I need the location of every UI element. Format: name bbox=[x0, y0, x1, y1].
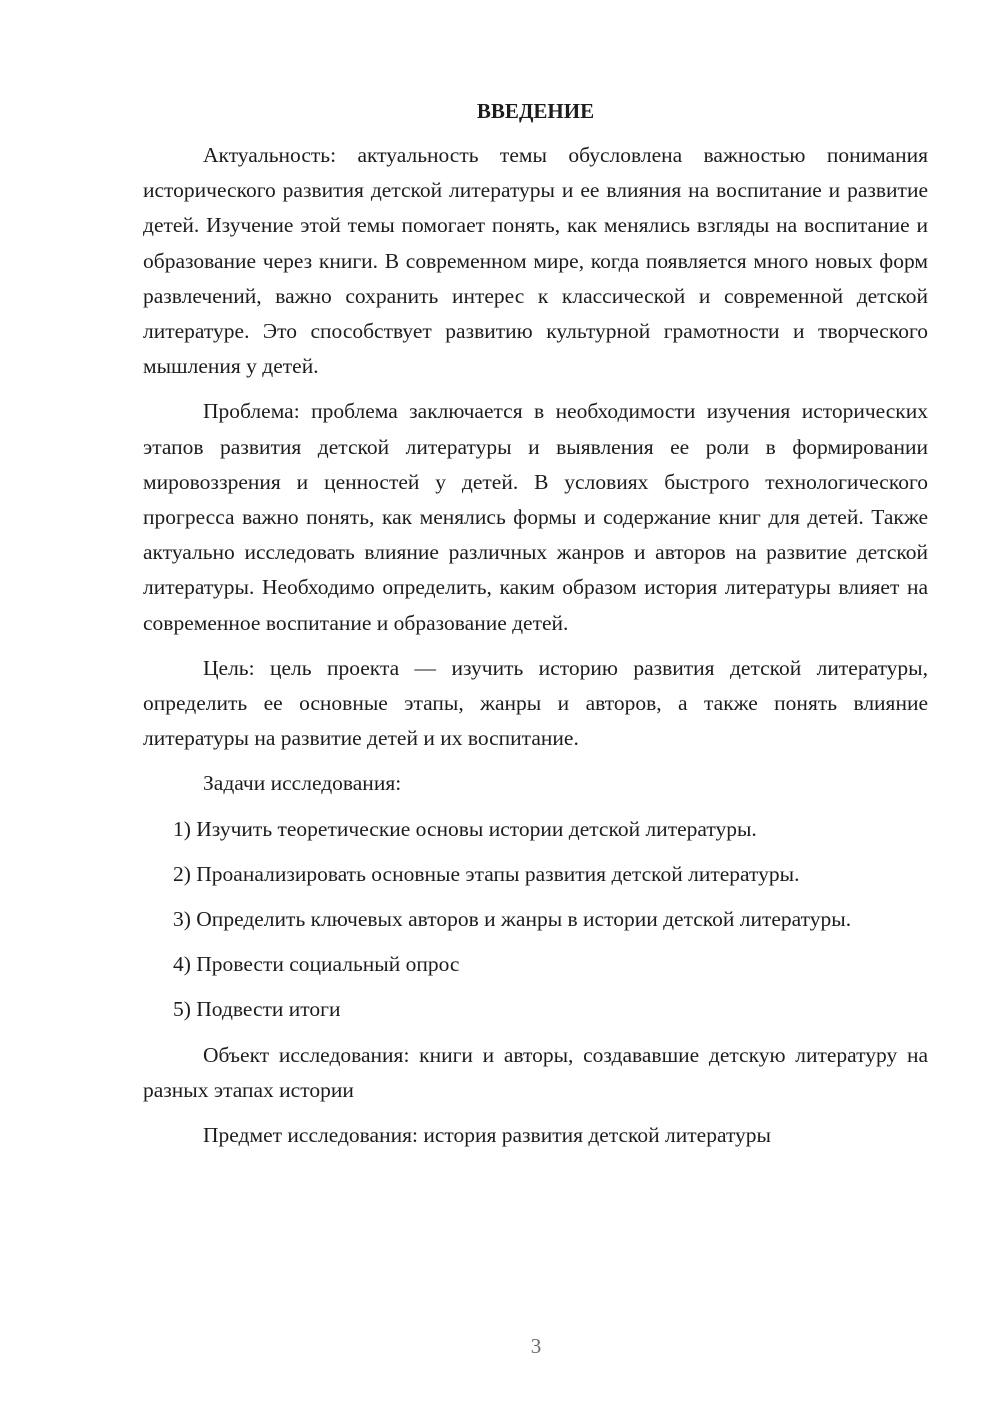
document-page bbox=[143, 96, 928, 1163]
tasks-heading: Задачи исследования: bbox=[203, 771, 402, 796]
problem-paragraph: Проблема: проблема заключается в необходимости изучения исторических этапов развития детской литературы и выявления ее роли в формировании мировоззрения и ценностей у детей. В условиях быстрого технологического прогресса важно понять, как менялись формы и содержание книг для детей. Также актуально исследовать влияние различных жанров и авторов на развитие детской литературы. Необходимо определить, каким образом история литературы влияет на современное воспитание и образование детей. bbox=[143, 399, 928, 635]
task-item-5: 5) Подвести итоги bbox=[173, 997, 341, 1022]
page-number: 3 bbox=[530, 1334, 542, 1358]
goal-paragraph: Цель: цель проекта — изучить историю развития детской литературы, определить ее основные этапы, жанры и авторов, а также понять влияние литературы на развитие детей и их воспитание. bbox=[143, 655, 928, 751]
subject-paragraph: Предмет исследования: история развития детской литературы bbox=[203, 1123, 771, 1148]
object-paragraph: Объект исследования: книги и авторы, создававшие детскую литературу на разных этапах истории bbox=[143, 1042, 928, 1102]
task-item-3: 3) Определить ключевых авторов и жанры в истории детской литературы. bbox=[173, 907, 852, 932]
page-title: ВВЕДЕНИЕ bbox=[476, 99, 595, 123]
task-item-1: 1) Изучить теоретические основы истории детской литературы. bbox=[173, 816, 757, 841]
relevance-paragraph: Актуальность: актуальность темы обусловлена важностью понимания исторического развития детской литературы и ее влияния на воспитание и развитие детей. Изучение этой темы помогает понять, как менялись взгляды на воспитание и образование через книги. В современном мире, когда появляется много новых форм развлечений, важно сохранить интерес к классической и современной детской литературе. Это способствует развитию культурной грамотности и творческого мышления у детей. bbox=[143, 143, 928, 379]
task-item-2: 2) Проанализировать основные этапы развития детской литературы. bbox=[173, 861, 800, 886]
task-item-4: 4) Провести социальный опрос bbox=[173, 952, 460, 977]
